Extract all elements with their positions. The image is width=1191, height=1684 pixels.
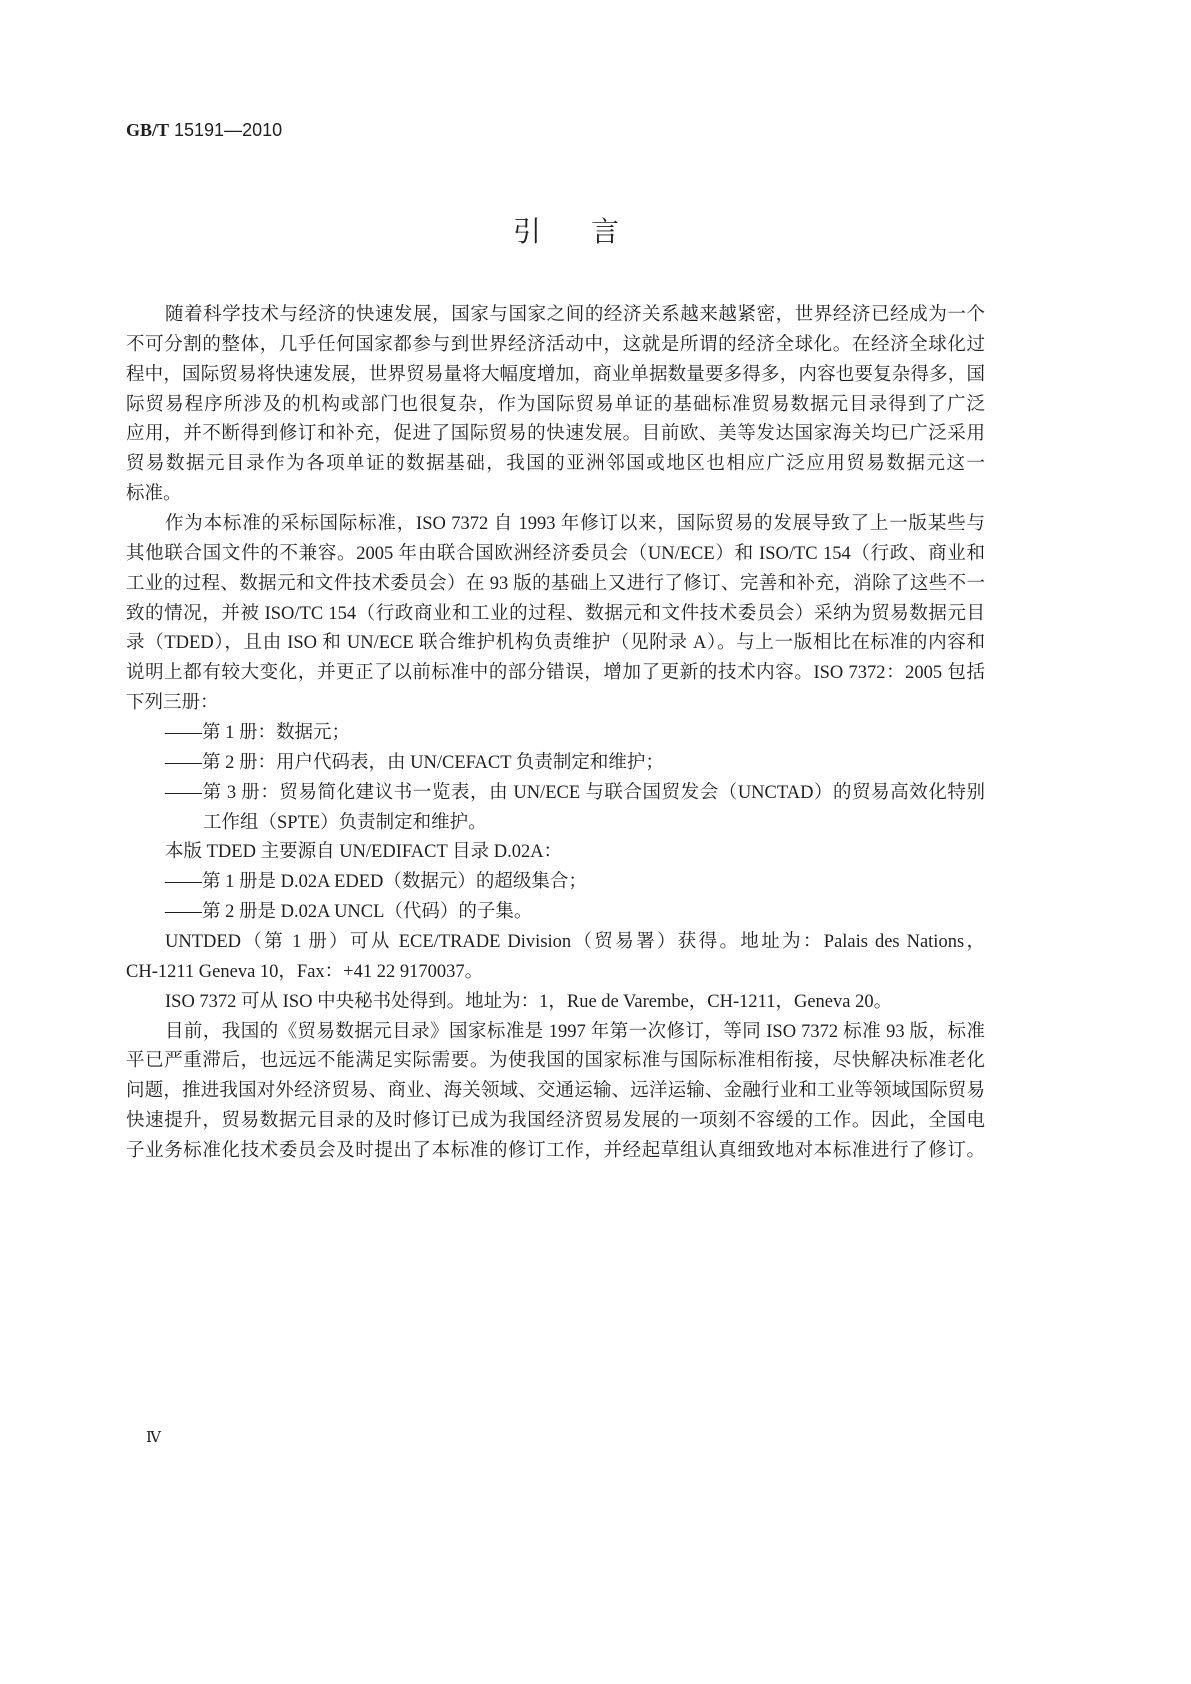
volumes-list: [126, 719, 985, 838]
untded-contact: [126, 928, 985, 988]
adoption-paragraph-line: 工业的过程、数据元和文件技术委员会）在 93 版的基础上又进行了修订、完善和补充，消除了这些不一: [126, 573, 985, 594]
adoption-paragraph-line: 录（TDED），且由 ISO 和 UN/ECE 联合维护机构负责维护（见附录 A）。与上一版相比在标准的内容和: [126, 633, 985, 654]
list-item: [126, 749, 985, 779]
adoption-paragraph-line: 致的情况，并被 ISO/TC 154（行政商业和工业的过程、数据元和文件技术委员会）采纳为贸易数据元目: [126, 603, 985, 624]
list-item: ——第 1 册是 D.02A EDED（数据元）的超级集合；: [165, 872, 587, 893]
intro-paragraph-line: 应用，并不断得到修订和补充，促进了国际贸易的快速发展。目前欧、美等发达国家海关均已广泛采用: [126, 424, 985, 445]
adoption-paragraph-line: 其他联合国文件的不兼容。2005 年由联合国欧洲经济委员会（UN/ECE）和 ISO/TC 154（行政、商业和: [126, 543, 985, 564]
intro-paragraph-line: 程中，国际贸易将快速发展，世界贸易量将大幅度增加，商业单据数量要多得多，内容也要复杂得多，国: [126, 364, 985, 385]
list-item-line: ——第 2 册：用户代码表，由 UN/CEFACT 负责制定和维护；: [165, 752, 664, 773]
intro-paragraph-line: 不可分割的整体，几乎任何国家都参与到世界经济活动中，这就是所谓的经济全球化。在经济全球化过: [126, 334, 985, 355]
adoption-paragraph-line: 说明上都有较大变化，并更正了以前标准中的部分错误，增加了更新的技术内容。ISO 7372：2005 包括: [126, 663, 985, 684]
revision-paragraph: [126, 1018, 985, 1167]
list-item: [126, 779, 985, 839]
iso-contact-line: ISO 7372 可从 ISO 中央秘书处得到。地址为：1，Rue de Varembe，CH-1211，Geneva 20。: [165, 991, 893, 1012]
document-body: [126, 301, 985, 1167]
page-title: 引言: [513, 215, 670, 248]
revision-paragraph-line: 子业务标准化技术委员会及时提出了本标准的修订工作，并经起草组认真细致地对本标准进行了修订。: [126, 1141, 985, 1162]
revision-paragraph-line: 快速提升，贸易数据元目录的及时修订已成为我国经济贸易发展的一项刻不容缓的工作。因此，全国电: [126, 1111, 985, 1132]
revision-paragraph-line: 目前，我国的《贸易数据元目录》国家标准是 1997 年第一次修订，等同 ISO 7372 标准 93 版，标准: [165, 1021, 985, 1042]
intro-paragraph: [126, 301, 985, 510]
intro-paragraph-line: 标准。: [126, 484, 182, 505]
intro-paragraph-line: 随着科学技术与经济的快速发展，国家与国家之间的经济关系越来越紧密，世界经济已经成为一个: [165, 305, 985, 325]
document-header: [126, 119, 282, 141]
adoption-paragraph-line: 作为本标准的采标国际标准，ISO 7372 自 1993 年修订以来，国际贸易的发展导致了上一版某些与: [165, 514, 985, 535]
intro-paragraph-line: 际贸易程序所涉及的机构或部门也很复杂，作为国际贸易单证的基础标准贸易数据元目录得到了广泛: [126, 394, 985, 415]
page-number: Ⅳ: [146, 1428, 161, 1446]
list-item: [126, 719, 985, 749]
list-item-line: 工作组（SPTE）负责制定和维护。: [203, 812, 487, 833]
standard-code: GB/T: [126, 120, 170, 140]
tded-source-lead: 本版 TDED 主要源自 UN/EDIFACT 目录 D.02A：: [165, 842, 563, 863]
list-item: ——第 2 册是 D.02A UNCL（代码）的子集。: [165, 902, 533, 923]
intro-paragraph-line: 贸易数据元目录作为各项单证的数据基础，我国的亚洲邻国或地区也相应广泛应用贸易数据元这一: [126, 454, 985, 475]
untded-contact-line: CH-1211 Geneva 10，Fax：+41 22 9170037。: [126, 961, 484, 982]
untded-contact-line: UNTDED（第 1 册）可从 ECE/TRADE Division（贸易署）获得。地址为：Palais des Nations，: [165, 932, 985, 953]
standard-number: 15191—2010: [174, 120, 283, 140]
list-item-line: ——第 3 册：贸易简化建议书一览表，由 UN/ECE 与联合国贸发会（UNCTAD）的贸易高效化特别: [165, 782, 985, 803]
iso-contact: [126, 988, 985, 1018]
adoption-paragraph: [126, 510, 985, 719]
list-item-line: ——第 1 册：数据元；: [165, 723, 351, 744]
revision-paragraph-line: 问题，推进我国对外经济贸易、商业、海关领域、交通运输、远洋运输、金融行业和工业等领域国际贸易: [126, 1081, 985, 1102]
tded-source: [126, 838, 985, 928]
adoption-paragraph-line: 下列三册：: [126, 693, 219, 714]
revision-paragraph-line: 平已严重滞后，也远远不能满足实际需要。为使我国的国家标准与国际标准相衔接，尽快解决标准老化: [126, 1051, 985, 1072]
